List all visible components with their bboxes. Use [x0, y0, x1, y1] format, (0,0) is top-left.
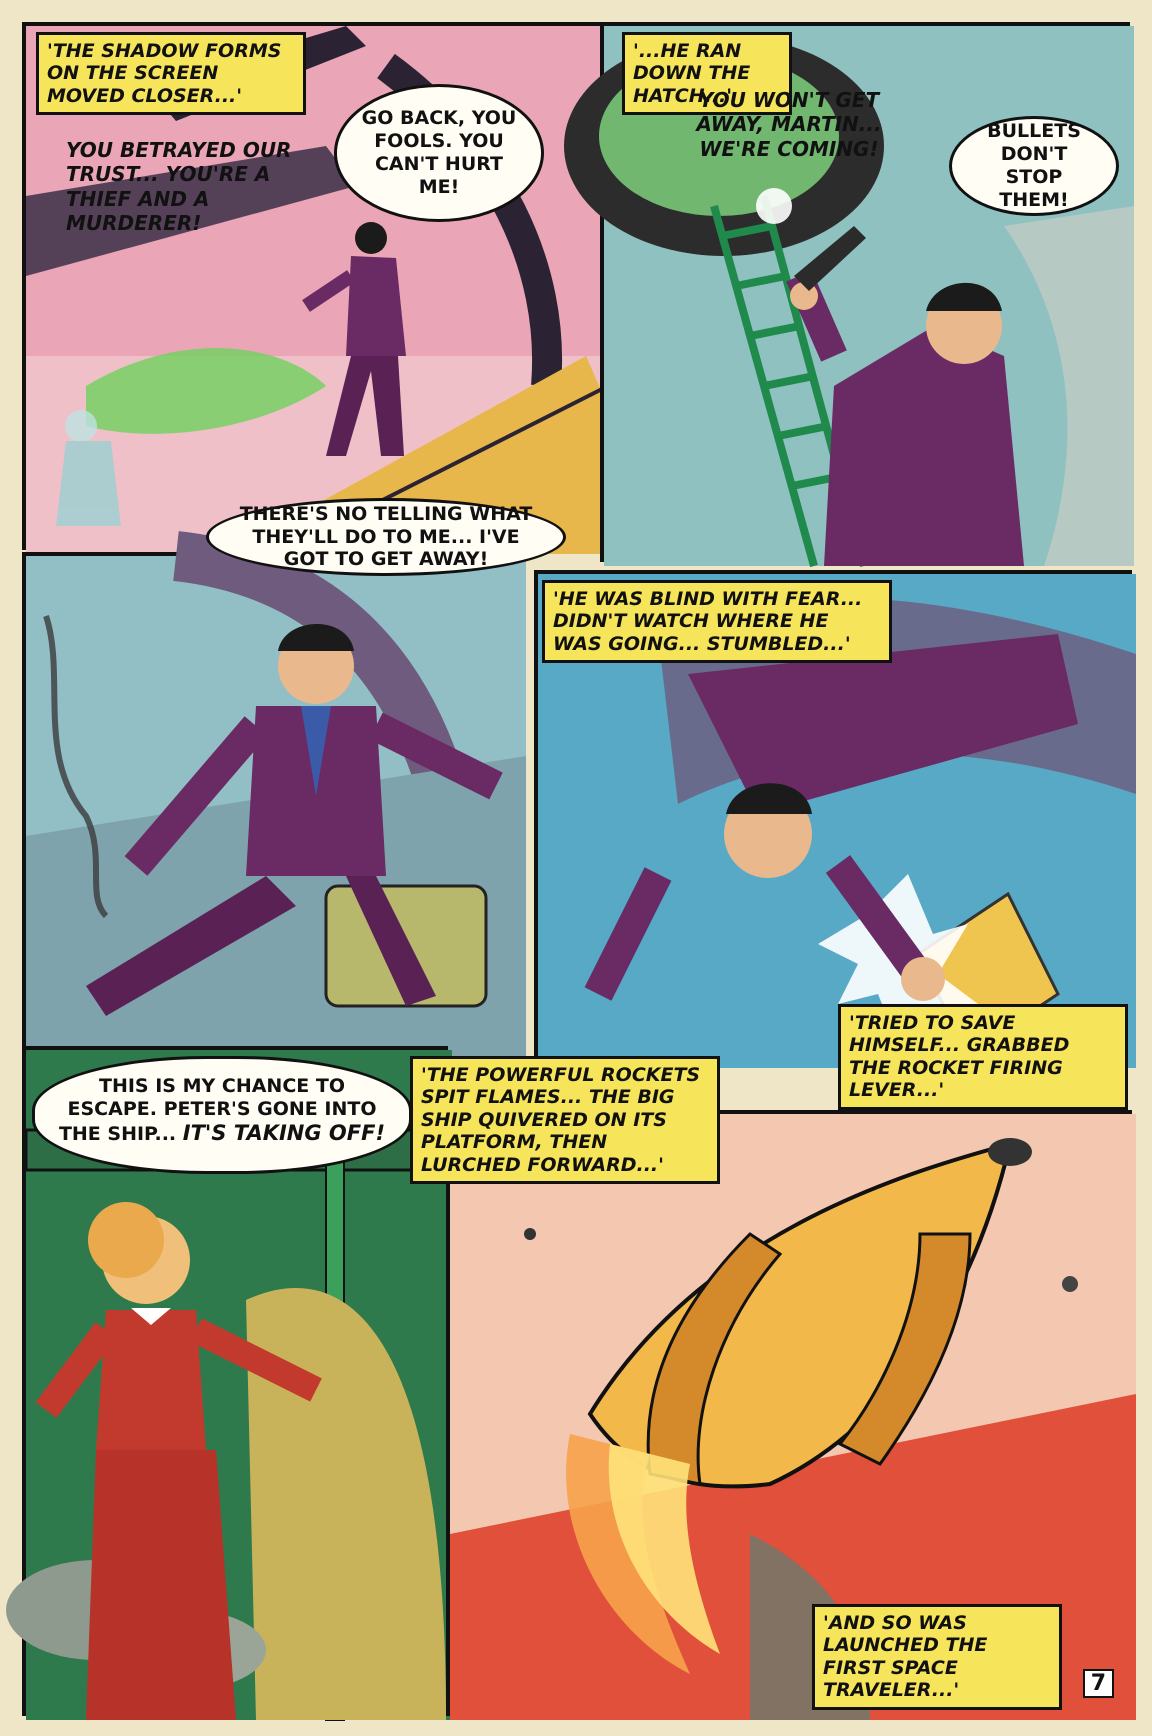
caption-tried-to-save: 'TRIED TO SAVE HIMSELF... GRABBED THE ROCKET FIRING LEVER...' [838, 1004, 1128, 1110]
panel-3 [22, 552, 522, 1052]
panel-1 [22, 22, 604, 571]
balloon-go-back: GO BACK, YOU FOOLS. YOU CAN'T HURT ME! [334, 84, 544, 222]
balloon-chance-line: THIS IS MY CHANCE TO ESCAPE. PETER'S GONE INTO THE SHIP... [58, 1075, 377, 1145]
ghost-speech-1: YOU BETRAYED OUR TRUST... YOU'RE A THIEF AND A MURDERER! [66, 138, 292, 236]
page-number: 7 [1083, 1669, 1114, 1698]
balloon-chance-to-escape [32, 1056, 412, 1174]
panel-3-art [26, 556, 526, 1056]
balloon-bullets: BULLETS DON'T STOP THEM! [949, 116, 1119, 216]
caption-ran-down-hatch: '...HE RAN DOWN THE HATCH...' [622, 32, 792, 115]
caption-first-space-traveler: 'AND SO WAS LAUNCHED THE FIRST SPACE TRAVELER...' [812, 1604, 1062, 1710]
caption-powerful-rockets: 'THE POWERFUL ROCKETS SPIT FLAMES... THE BIG SHIP QUIVERED ON ITS PLATFORM, THEN LURCHED FORWARD...' [410, 1056, 720, 1184]
caption-shadow-forms: 'THE SHADOW FORMS ON THE SCREEN MOVED CLOSER...' [36, 32, 306, 115]
balloon-no-telling: THERE'S NO TELLING WHAT THEY'LL DO TO ME... I'VE GOT TO GET AWAY! [206, 498, 566, 576]
ghost-speech-2: YOU WON'T GET AWAY, MARTIN... WE'RE COMING! [696, 88, 882, 161]
panel-6 [421, 1064, 1132, 1716]
panel-4 [534, 570, 1132, 1102]
panel-2 [600, 22, 1130, 562]
caption-blind-with-fear: 'HE WAS BLIND WITH FEAR... DIDN'T WATCH WHERE HE WAS GOING... STUMBLED...' [542, 580, 892, 663]
panel-5 [22, 1046, 448, 1716]
balloon-taking-off: IT'S TAKING OFF! [182, 1120, 386, 1145]
